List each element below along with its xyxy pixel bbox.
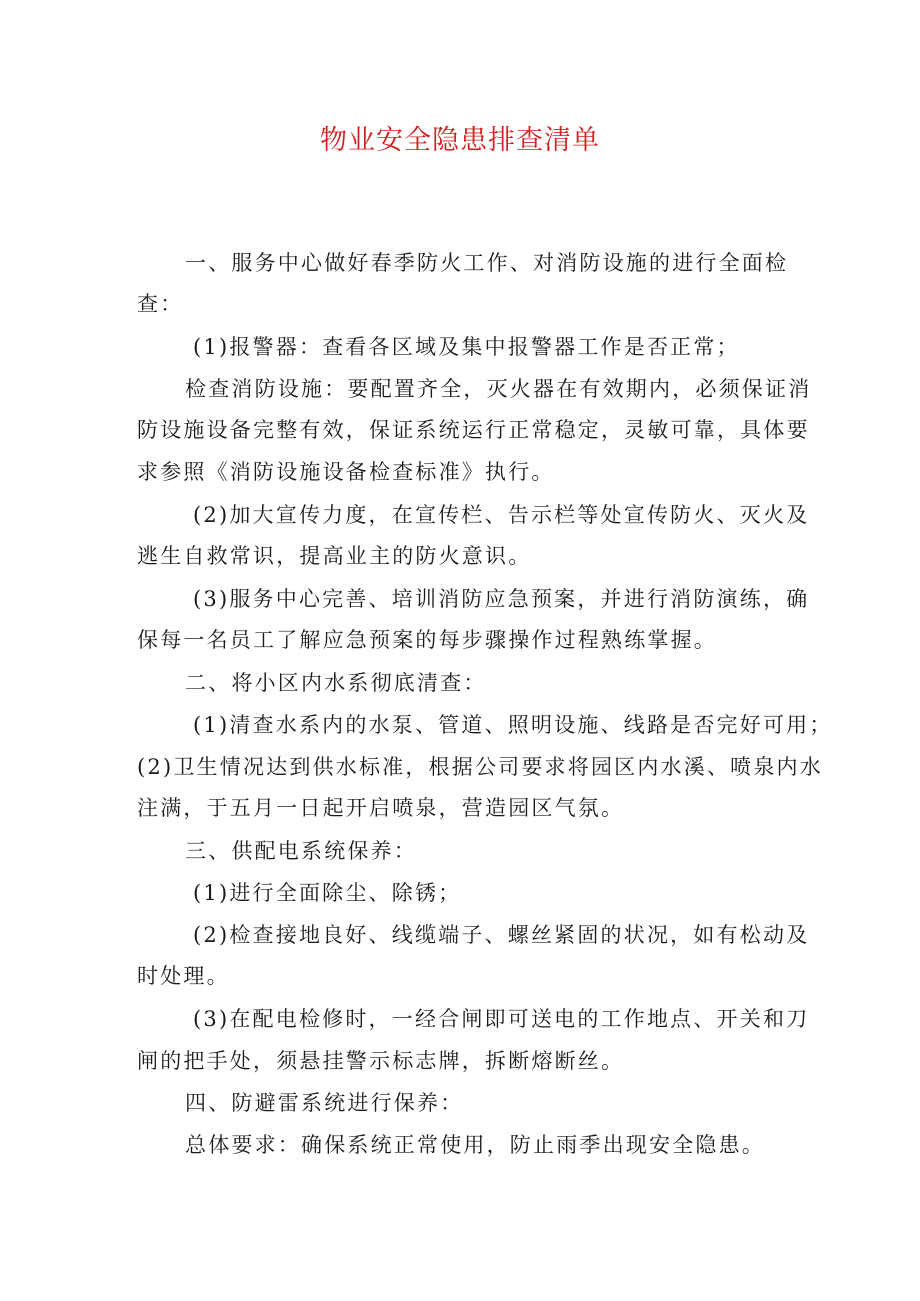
text-line: (3)服务中心完善、培训消防应急预案，并进行消防演练，确 [193, 587, 810, 611]
text-line: 时处理。 [137, 964, 230, 988]
text-line: 注满，于五月一日起开启喷泉，营造园区气氛。 [137, 796, 625, 820]
text-line: (2)检查接地良好、线缆端子、螺丝紧固的状况，如有松动及 [193, 923, 810, 947]
document-title: 物业安全隐患排查清单 [320, 125, 600, 156]
text-line: (2)卫生情况达到供水标准，根据公司要求将园区内水溪、喷泉内水 [137, 755, 823, 779]
text-line: 求参照《消防设施设备检查标准》执行。 [137, 460, 555, 484]
text-line: (1)清查水系内的水泵、管道、照明设施、线路是否完好可用； [193, 713, 833, 737]
text-line: 查： [137, 292, 184, 316]
text-line: 逃生自救常识，提高业主的防火意识。 [137, 544, 532, 568]
text-line: 三、供配电系统保养： [185, 839, 417, 863]
text-line: 一、服务中心做好春季防火工作、对消防设施的进行全面检 [185, 251, 789, 275]
text-line: 二、将小区内水系彻底清查： [185, 671, 487, 695]
text-line: 闸的把手处，须悬挂警示标志牌，拆断熔断丝。 [137, 1049, 625, 1073]
text-line: 保每一名员工了解应急预案的每步骤操作过程熟练掌握。 [137, 628, 717, 652]
text-line: (1)报警器：查看各区域及集中报警器工作是否正常； [193, 335, 740, 359]
text-line: (2)加大宣传力度，在宣传栏、告示栏等处宣传防火、灭火及 [193, 503, 810, 527]
text-line: 检查消防设施：要配置齐全，灭火器在有效期内，必须保证消 [185, 377, 812, 401]
text-line: 四、防避雷系统进行保养： [185, 1091, 464, 1115]
text-line: (1)进行全面除尘、除锈； [193, 881, 462, 905]
text-line: 防设施设备完整有效，保证系统运行正常稳定，灵敏可靠，具体要 [137, 418, 810, 442]
text-line: 总体要求：确保系统正常使用，防止雨季出现安全隐患。 [185, 1133, 765, 1157]
text-line: (3)在配电检修时，一经合闸即可送电的工作地点、开关和刀 [193, 1007, 810, 1031]
